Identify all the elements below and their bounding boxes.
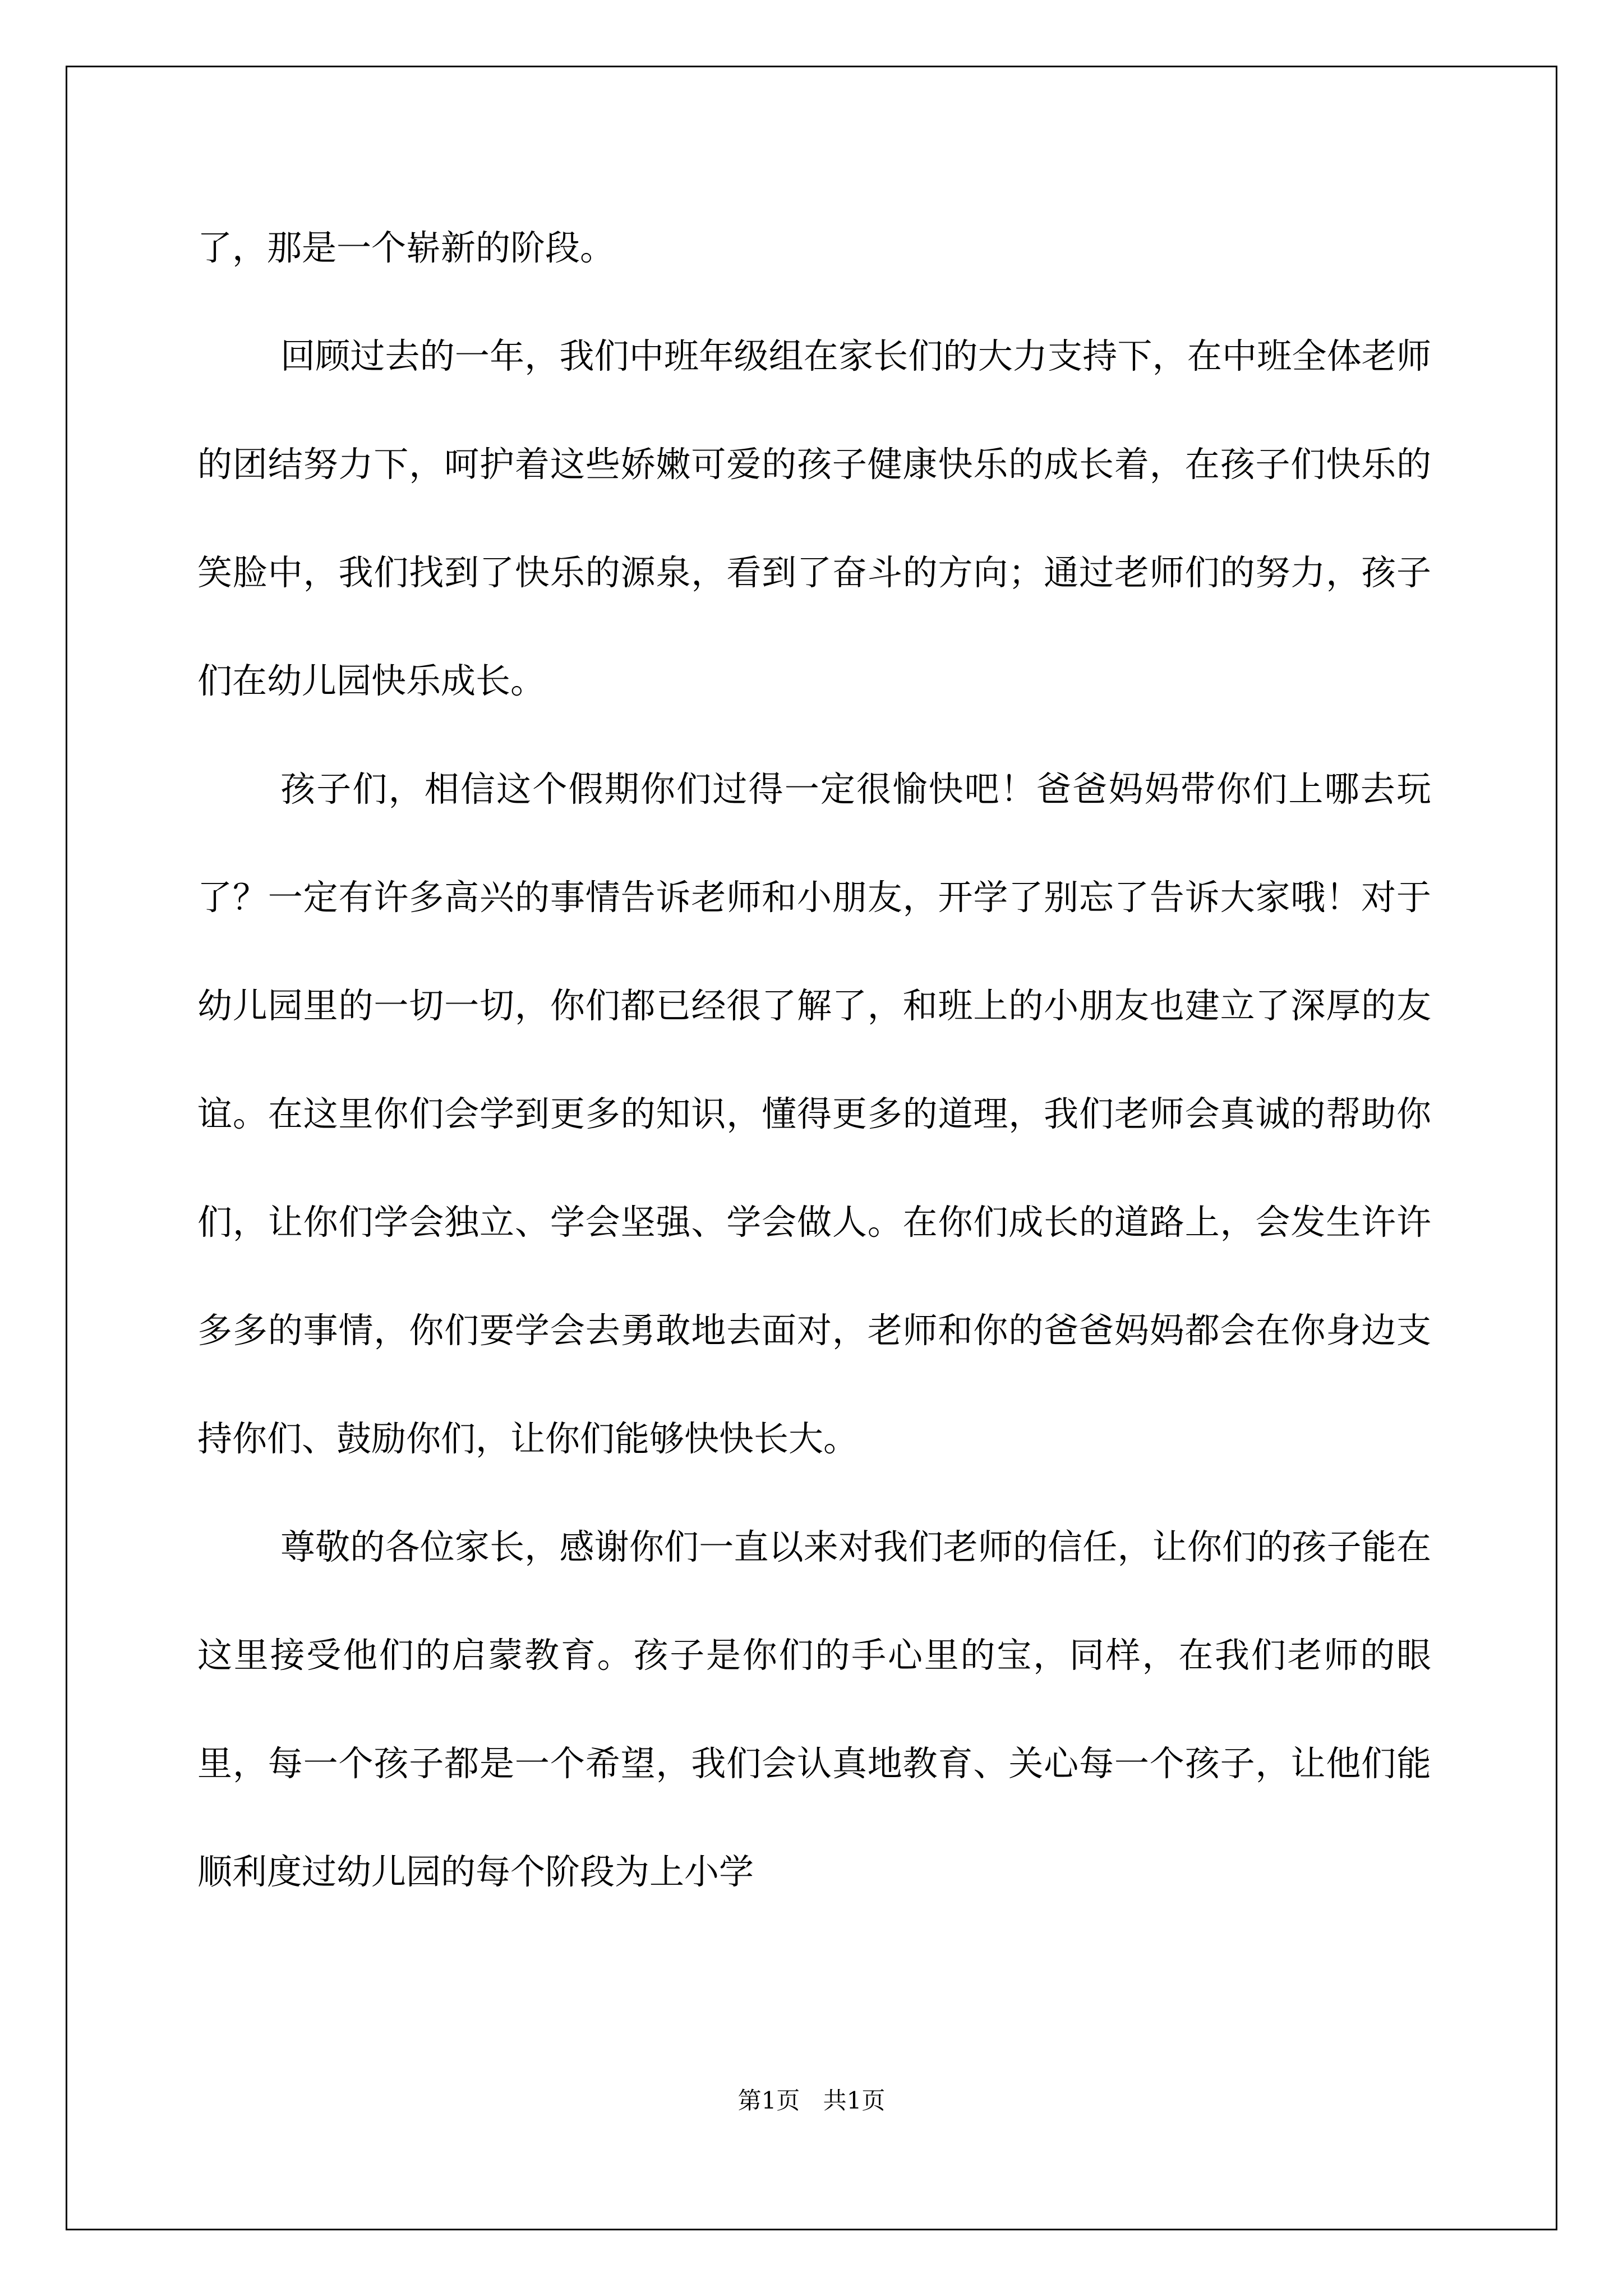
page-number: 第1页 xyxy=(737,2087,800,2114)
paragraph-children: 孩子们，相信这个假期你们过得一定很愉快吧！爸爸妈妈带你们上哪去玩了？一定有许多高兴的事情告诉老师和小朋友，开学了别忘了告诉大家哦！对于幼儿园里的一切一切，你们都已经很了解了，和班上的小朋友也建立了深厚的友谊。在这里你们会学到更多的知识，懂得更多的道理，我们老师会真诚的帮助你们，让你们学会独立、学会坚强、学会做人。在你们成长的道路上，会发生许许多多的事情，你们要学会去勇敢地去面对，老师和你的爸爸妈妈都会在你身边支持你们、鼓励你们，让你们能够快快长大。 xyxy=(197,769,1431,1459)
document-body xyxy=(197,194,1431,1926)
paragraph-continuation: 了，那是一个崭新的阶段。 xyxy=(197,227,615,268)
page-footer xyxy=(0,2082,1623,2116)
page-total: 共1页 xyxy=(823,2087,886,2114)
paragraph-review: 回顾过去的一年，我们中班年级组在家长们的大力支持下，在中班全体老师的团结努力下，呵护着这些娇嫩可爱的孩子健康快乐的成长着，在孩子们快乐的笑脸中，我们找到了快乐的源泉，看到了奋斗的方向；通过老师们的努力，孩子们在幼儿园快乐成长。 xyxy=(197,335,1431,701)
paragraph-parents: 尊敬的各位家长，感谢你们一直以来对我们老师的信任，让你们的孩子能在这里接受他们的启蒙教育。孩子是你们的手心里的宝，同样，在我们老师的眼里，每一个孩子都是一个希望，我们会认真地教育、关心每一个孩子，让他们能顺利度过幼儿园的每个阶段为上小学 xyxy=(197,1526,1431,1892)
